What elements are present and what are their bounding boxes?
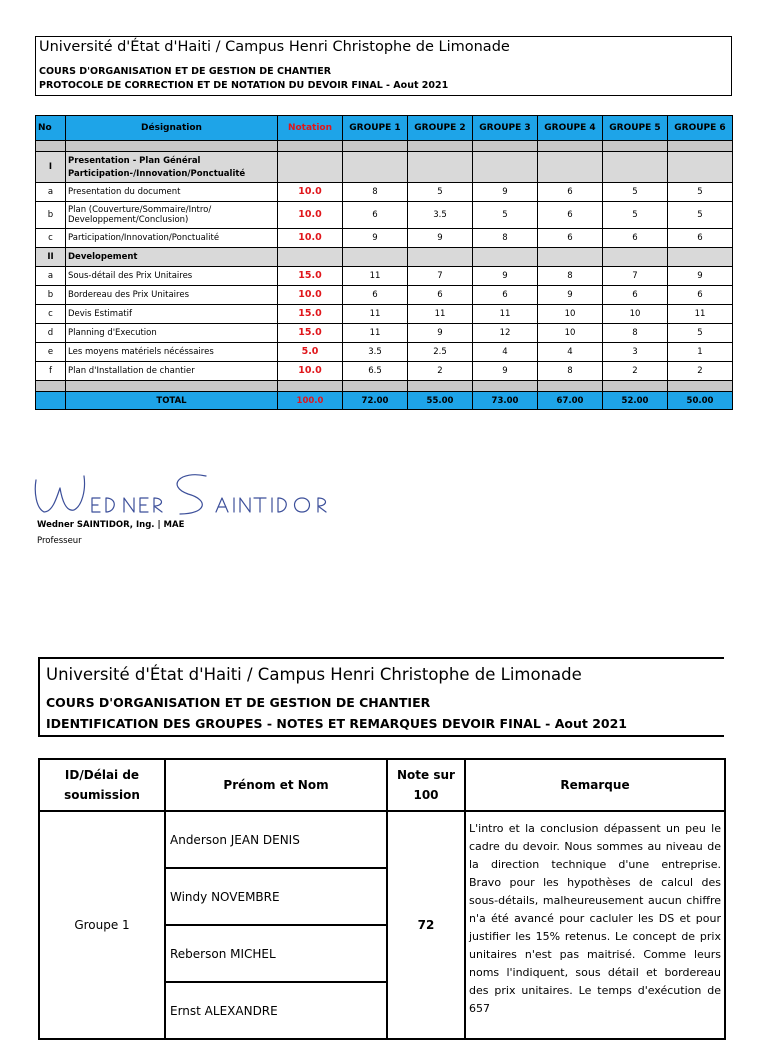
col-header-group-4: GROUPE 4: [538, 116, 603, 141]
criterion-number: b: [36, 202, 66, 229]
group-1-score: 3.5: [343, 343, 408, 362]
groups-table: [38, 758, 726, 1040]
group-4-score: 8: [538, 267, 603, 286]
section-title-line: Participation-/Innovation/Ponctualité: [68, 168, 246, 179]
group-4-score: 4: [538, 343, 603, 362]
group-5-score: 6: [603, 286, 668, 305]
group-score: 72: [387, 811, 465, 1039]
group-2-score: 11: [408, 305, 473, 324]
col-header-id-line: soumission: [64, 788, 140, 802]
grades-table: [35, 115, 733, 410]
total-label: TOTAL: [66, 392, 278, 410]
group-2-score: 2.5: [408, 343, 473, 362]
section-1-rows: [36, 183, 733, 248]
criterion-row: [36, 229, 733, 248]
criterion-max-note: 10.0: [278, 229, 343, 248]
col-header-group-1: GROUPE 1: [343, 116, 408, 141]
total-notation: 100.0: [278, 392, 343, 410]
section-row-presentation: [36, 152, 733, 183]
group-2-score: 6: [408, 286, 473, 305]
group-1-score: 11: [343, 267, 408, 286]
criterion-number: e: [36, 343, 66, 362]
criterion-label: Les moyens matériels nécéssaires: [66, 343, 278, 362]
group-2-score: 3.5: [408, 202, 473, 229]
total-group-6: 50.00: [668, 392, 733, 410]
criterion-label: Sous-détail des Prix Unitaires: [66, 267, 278, 286]
col-header-score: [387, 759, 465, 811]
criterion-number: a: [36, 183, 66, 202]
criterion-label: Plan d'Installation de chantier: [66, 362, 278, 381]
spacer-row: [36, 141, 733, 152]
criterion-number: c: [36, 305, 66, 324]
criterion-max-note: 15.0: [278, 267, 343, 286]
section-2-rows: [36, 267, 733, 381]
group-4-score: 6: [538, 202, 603, 229]
total-row: [36, 392, 733, 410]
criterion-number: b: [36, 286, 66, 305]
col-header-id-line: ID/Délai de: [64, 768, 140, 782]
total-group-1: 72.00: [343, 392, 408, 410]
group-5-score: 5: [603, 202, 668, 229]
criterion-label: Plan (Couverture/Sommaire/Intro/ Developpement/Conclusion): [66, 202, 278, 229]
total-group-2: 55.00: [408, 392, 473, 410]
group-6-score: 5: [668, 202, 733, 229]
group-1-score: 8: [343, 183, 408, 202]
total-group-3: 73.00: [473, 392, 538, 410]
section-row-developement: [36, 248, 733, 267]
group-1-score: 11: [343, 324, 408, 343]
group-6-score: 9: [668, 267, 733, 286]
section-number: I: [36, 152, 66, 183]
criterion-label: Participation/Innovation/Ponctualité: [66, 229, 278, 248]
course-title: COURS D'ORGANISATION ET DE GESTION DE CHANTIER: [39, 66, 332, 77]
col-header-id: [39, 759, 165, 811]
criterion-row: [36, 202, 733, 229]
group-6-score: 6: [668, 286, 733, 305]
criterion-row: [36, 267, 733, 286]
group-6-score: 11: [668, 305, 733, 324]
group-3-score: 11: [473, 305, 538, 324]
group-4-score: 9: [538, 286, 603, 305]
groups-header-row: [39, 759, 725, 811]
group-5-score: 6: [603, 229, 668, 248]
col-header-group-3: GROUPE 3: [473, 116, 538, 141]
group-1-score: 6.5: [343, 362, 408, 381]
criterion-row: [36, 286, 733, 305]
group-6-score: 5: [668, 183, 733, 202]
group-6-score: 6: [668, 229, 733, 248]
section-title: Developement: [66, 248, 278, 267]
criterion-max-note: 10.0: [278, 183, 343, 202]
section-title: [66, 152, 278, 183]
university-title: Université d'État d'Haiti / Campus Henri Christophe de Limonade: [39, 39, 510, 55]
protocol-header: [35, 36, 732, 96]
criterion-number: d: [36, 324, 66, 343]
group-3-score: 4: [473, 343, 538, 362]
col-header-score-line: 100: [413, 788, 439, 802]
criterion-number: a: [36, 267, 66, 286]
grades-header-row: [36, 116, 733, 141]
criterion-row: [36, 305, 733, 324]
criterion-number: f: [36, 362, 66, 381]
protocol-title: PROTOCOLE DE CORRECTION ET DE NOTATION DU DEVOIR FINAL - Aout 2021: [39, 80, 449, 91]
group-6-score: 5: [668, 324, 733, 343]
group-3-score: 6: [473, 286, 538, 305]
col-header-group-5: GROUPE 5: [603, 116, 668, 141]
group-id: Groupe 1: [39, 811, 165, 1039]
criterion-number: c: [36, 229, 66, 248]
member-name: Reberson MICHEL: [165, 925, 387, 982]
col-header-group-2: GROUPE 2: [408, 116, 473, 141]
group-3-score: 9: [473, 362, 538, 381]
criterion-label: Devis Estimatif: [66, 305, 278, 324]
criterion-label: Planning d'Execution: [66, 324, 278, 343]
group-6-score: 1: [668, 343, 733, 362]
total-group-5: 52.00: [603, 392, 668, 410]
group-3-score: 9: [473, 267, 538, 286]
col-header-no: No: [36, 116, 66, 141]
group-remark: L'intro et la conclusion dépassent un peu le cadre du devoir. Nous sommes au niveau de la direction technique d'une entreprise. Bravo pour les hypothèses de calcul des sous-détails, malheureusement aucun chiffre n'a été avancé pour cacluler les DS et pour justifier les 15% retenus. Le concept de prix unitaires n'est pas maitrisé. Comme leurs noms l'indiquent, sous détail et bordereau des prix unitaires. Le temps d'exécution de 657: [465, 811, 725, 1039]
member-name: Windy NOVEMBRE: [165, 868, 387, 925]
group-1-score: 11: [343, 305, 408, 324]
criterion-max-note: 5.0: [278, 343, 343, 362]
group-2-score: 9: [408, 229, 473, 248]
group-3-score: 12: [473, 324, 538, 343]
criterion-max-note: 10.0: [278, 286, 343, 305]
group-1-score: 6: [343, 286, 408, 305]
criterion-label: Presentation du document: [66, 183, 278, 202]
criterion-max-note: 10.0: [278, 202, 343, 229]
group-6-score: 2: [668, 362, 733, 381]
group-3-score: 8: [473, 229, 538, 248]
group-1-score: 6: [343, 202, 408, 229]
group-4-score: 8: [538, 362, 603, 381]
group-2-score: 5: [408, 183, 473, 202]
spacer-row: [36, 381, 733, 392]
group-4-score: 10: [538, 305, 603, 324]
group-5-score: 3: [603, 343, 668, 362]
group-4-score: 6: [538, 183, 603, 202]
criterion-max-note: 15.0: [278, 324, 343, 343]
member-name: Anderson JEAN DENIS: [165, 811, 387, 868]
group-3-score: 9: [473, 183, 538, 202]
group-5-score: 5: [603, 183, 668, 202]
identification-title: IDENTIFICATION DES GROUPES - NOTES ET REMARQUES DEVOIR FINAL - Aout 2021: [46, 716, 627, 731]
col-header-designation: Désignation: [66, 116, 278, 141]
total-group-4: 67.00: [538, 392, 603, 410]
signatory-name: Wedner SAINTIDOR, Ing. | MAE: [37, 520, 185, 530]
group-1-score: 9: [343, 229, 408, 248]
col-header-score-line: Note sur: [397, 768, 455, 782]
criterion-label: Bordereau des Prix Unitaires: [66, 286, 278, 305]
group-row: [39, 811, 725, 868]
member-name: Ernst ALEXANDRE: [165, 982, 387, 1039]
group-5-score: 10: [603, 305, 668, 324]
group-5-score: 2: [603, 362, 668, 381]
criterion-max-note: 15.0: [278, 305, 343, 324]
col-header-remark: Remarque: [465, 759, 725, 811]
signatory-role: Professeur: [37, 536, 82, 546]
criterion-row: [36, 324, 733, 343]
group-3-score: 5: [473, 202, 538, 229]
handwritten-signature: [30, 466, 340, 518]
col-header-name: Prénom et Nom: [165, 759, 387, 811]
group-2-score: 9: [408, 324, 473, 343]
col-header-notation: Notation: [278, 116, 343, 141]
group-4-score: 6: [538, 229, 603, 248]
col-header-group-6: GROUPE 6: [668, 116, 733, 141]
criterion-row: [36, 183, 733, 202]
section-number: II: [36, 248, 66, 267]
criterion-row: [36, 343, 733, 362]
group-5-score: 8: [603, 324, 668, 343]
group-2-score: 2: [408, 362, 473, 381]
course-title: COURS D'ORGANISATION ET DE GESTION DE CHANTIER: [46, 695, 431, 710]
university-title: Université d'État d'Haiti / Campus Henri Christophe de Limonade: [46, 665, 582, 684]
criterion-row: [36, 362, 733, 381]
group-5-score: 7: [603, 267, 668, 286]
criterion-max-note: 10.0: [278, 362, 343, 381]
identification-header: [38, 657, 724, 737]
group-4-score: 10: [538, 324, 603, 343]
section-title-line: Presentation - Plan Général: [68, 155, 201, 166]
group-2-score: 7: [408, 267, 473, 286]
